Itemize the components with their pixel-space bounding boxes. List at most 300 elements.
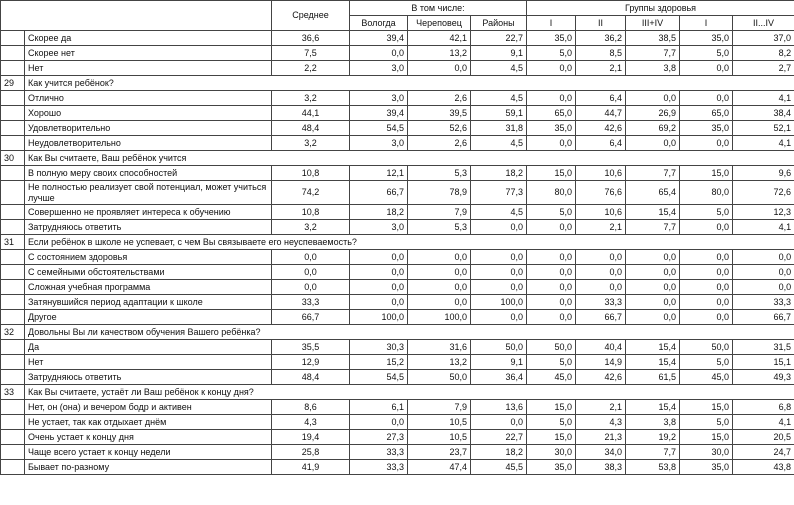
answer-label: Затянувшийся период адаптации к школе [25, 295, 272, 310]
value-cell: 100,0 [408, 310, 471, 325]
table-row [1, 340, 794, 355]
value-cell: 5,0 [527, 355, 576, 370]
value-cell: 45,0 [527, 370, 576, 385]
value-cell: 0,0 [350, 295, 408, 310]
value-cell: 0,0 [272, 280, 350, 295]
value-cell: 77,3 [471, 181, 527, 205]
value-cell: 5,0 [680, 415, 733, 430]
value-cell: 69,2 [626, 121, 680, 136]
answer-label: Удовлетворительно [25, 121, 272, 136]
value-cell: 33,3 [350, 445, 408, 460]
value-cell: 3,8 [626, 415, 680, 430]
value-cell: 38,4 [733, 106, 794, 121]
value-cell: 9,1 [471, 46, 527, 61]
value-cell: 0,0 [680, 310, 733, 325]
value-cell: 35,0 [527, 31, 576, 46]
value-cell: 38,3 [576, 460, 626, 475]
value-cell: 80,0 [680, 181, 733, 205]
answer-label: Затрудняюсь ответить [25, 370, 272, 385]
value-cell: 49,3 [733, 370, 794, 385]
value-cell: 7,7 [626, 166, 680, 181]
table-row [1, 181, 794, 205]
value-cell: 6,4 [576, 136, 626, 151]
value-cell: 15,4 [626, 355, 680, 370]
value-cell: 9,1 [471, 355, 527, 370]
value-cell: 33,3 [576, 295, 626, 310]
table-row [1, 250, 794, 265]
value-cell: 0,0 [471, 265, 527, 280]
number-cell [1, 31, 25, 46]
value-cell: 5,0 [680, 205, 733, 220]
value-cell: 0,0 [680, 295, 733, 310]
value-cell: 0,0 [527, 295, 576, 310]
value-cell: 15,0 [527, 430, 576, 445]
value-cell: 7,7 [626, 445, 680, 460]
value-cell: 0,0 [408, 61, 471, 76]
value-cell: 36,4 [471, 370, 527, 385]
value-cell: 59,1 [471, 106, 527, 121]
value-cell: 30,0 [680, 445, 733, 460]
question-text: Довольны Вы ли качеством обучения Вашего ребёнка? [25, 325, 794, 340]
value-cell: 33,3 [733, 295, 794, 310]
value-cell: 50,0 [680, 340, 733, 355]
header-vologda: Вологда [350, 16, 408, 31]
value-cell: 0,0 [680, 136, 733, 151]
value-cell: 13,2 [408, 46, 471, 61]
question-text: Если ребёнок в школе не успевает, с чем Вы связываете его неуспеваемость? [25, 235, 794, 250]
value-cell: 30,3 [350, 340, 408, 355]
value-cell: 0,0 [680, 61, 733, 76]
value-cell: 10,6 [576, 166, 626, 181]
answer-label: Хорошо [25, 106, 272, 121]
value-cell: 3,0 [350, 220, 408, 235]
value-cell: 0,0 [527, 91, 576, 106]
value-cell: 15,4 [626, 400, 680, 415]
value-cell: 0,0 [408, 250, 471, 265]
value-cell: 0,0 [350, 415, 408, 430]
value-cell: 35,0 [527, 460, 576, 475]
value-cell: 10,5 [408, 415, 471, 430]
value-cell: 3,0 [350, 91, 408, 106]
corner-cell [1, 1, 272, 31]
value-cell: 0,0 [680, 280, 733, 295]
table-row [1, 46, 794, 61]
value-cell: 5,0 [527, 415, 576, 430]
value-cell: 52,6 [408, 121, 471, 136]
table-row [1, 295, 794, 310]
value-cell: 39,4 [350, 31, 408, 46]
value-cell: 0,0 [576, 280, 626, 295]
value-cell: 18,2 [471, 166, 527, 181]
value-cell: 72,6 [733, 181, 794, 205]
value-cell: 65,0 [527, 106, 576, 121]
value-cell: 42,6 [576, 370, 626, 385]
value-cell: 45,5 [471, 460, 527, 475]
value-cell: 22,7 [471, 430, 527, 445]
value-cell: 26,9 [626, 106, 680, 121]
value-cell: 30,0 [527, 445, 576, 460]
number-cell [1, 430, 25, 445]
value-cell: 4,5 [471, 205, 527, 220]
value-cell: 2,2 [272, 61, 350, 76]
value-cell: 21,3 [576, 430, 626, 445]
value-cell: 12,1 [350, 166, 408, 181]
value-cell: 52,1 [733, 121, 794, 136]
number-cell [1, 250, 25, 265]
table-row [1, 31, 794, 46]
value-cell: 6,4 [576, 91, 626, 106]
value-cell: 78,9 [408, 181, 471, 205]
value-cell: 10,8 [272, 205, 350, 220]
value-cell: 0,0 [626, 310, 680, 325]
table-row [1, 445, 794, 460]
value-cell: 33,3 [350, 460, 408, 475]
value-cell: 39,4 [350, 106, 408, 121]
value-cell: 0,0 [733, 250, 794, 265]
number-cell [1, 106, 25, 121]
value-cell: 54,5 [350, 370, 408, 385]
header-health-groups: Группы здоровья [527, 1, 794, 16]
value-cell: 66,7 [350, 181, 408, 205]
value-cell: 0,0 [471, 310, 527, 325]
value-cell: 42,1 [408, 31, 471, 46]
value-cell: 15,0 [680, 400, 733, 415]
value-cell: 0,0 [272, 265, 350, 280]
value-cell: 3,2 [272, 220, 350, 235]
value-cell: 4,3 [272, 415, 350, 430]
value-cell: 0,0 [626, 280, 680, 295]
answer-label: Не полностью реализует свой потенциал, может учиться лучше [25, 181, 272, 205]
value-cell: 0,0 [626, 91, 680, 106]
value-cell: 0,0 [576, 265, 626, 280]
value-cell: 35,0 [680, 121, 733, 136]
value-cell: 24,7 [733, 445, 794, 460]
answer-label: Неудовлетворительно [25, 136, 272, 151]
question-number: 31 [1, 235, 25, 250]
table-row [1, 415, 794, 430]
number-cell [1, 205, 25, 220]
answer-label: С семейными обстоятельствами [25, 265, 272, 280]
number-cell [1, 280, 25, 295]
table-row [1, 61, 794, 76]
number-cell [1, 355, 25, 370]
value-cell: 0,0 [680, 91, 733, 106]
number-cell [1, 166, 25, 181]
value-cell: 7,9 [408, 205, 471, 220]
value-cell: 13,6 [471, 400, 527, 415]
value-cell: 4,1 [733, 415, 794, 430]
value-cell: 8,2 [733, 46, 794, 61]
value-cell: 53,8 [626, 460, 680, 475]
value-cell: 19,2 [626, 430, 680, 445]
value-cell: 66,7 [272, 310, 350, 325]
number-cell [1, 370, 25, 385]
answer-label: Совершенно не проявляет интереса к обучению [25, 205, 272, 220]
value-cell: 44,7 [576, 106, 626, 121]
number-cell [1, 121, 25, 136]
value-cell: 61,5 [626, 370, 680, 385]
value-cell: 40,4 [576, 340, 626, 355]
value-cell: 23,7 [408, 445, 471, 460]
answer-label: Другое [25, 310, 272, 325]
value-cell: 0,0 [680, 250, 733, 265]
value-cell: 36,2 [576, 31, 626, 46]
value-cell: 4,1 [733, 220, 794, 235]
value-cell: 38,5 [626, 31, 680, 46]
number-cell [1, 61, 25, 76]
value-cell: 7,5 [272, 46, 350, 61]
value-cell: 18,2 [350, 205, 408, 220]
value-cell: 100,0 [350, 310, 408, 325]
value-cell: 41,9 [272, 460, 350, 475]
value-cell: 15,4 [626, 205, 680, 220]
number-cell [1, 445, 25, 460]
value-cell: 13,2 [408, 355, 471, 370]
value-cell: 5,3 [408, 166, 471, 181]
header-cherepovets: Череповец [408, 16, 471, 31]
value-cell: 0,0 [527, 220, 576, 235]
value-cell: 18,2 [471, 445, 527, 460]
question-row [1, 325, 794, 340]
number-cell [1, 310, 25, 325]
question-number: 33 [1, 385, 25, 400]
value-cell: 0,0 [408, 295, 471, 310]
value-cell: 2,6 [408, 136, 471, 151]
value-cell: 48,4 [272, 370, 350, 385]
value-cell: 2,1 [576, 61, 626, 76]
table-row [1, 430, 794, 445]
answer-label: Отлично [25, 91, 272, 106]
table-row [1, 91, 794, 106]
answer-label: Бывает по-разному [25, 460, 272, 475]
value-cell: 0,0 [527, 280, 576, 295]
value-cell: 35,0 [680, 460, 733, 475]
table-row [1, 400, 794, 415]
value-cell: 3,0 [350, 61, 408, 76]
value-cell: 8,5 [576, 46, 626, 61]
value-cell: 50,0 [408, 370, 471, 385]
value-cell: 7,7 [626, 220, 680, 235]
question-row [1, 385, 794, 400]
value-cell: 76,6 [576, 181, 626, 205]
value-cell: 31,6 [408, 340, 471, 355]
value-cell: 2,1 [576, 400, 626, 415]
number-cell [1, 181, 25, 205]
value-cell: 5,0 [527, 46, 576, 61]
answer-label: Затрудняюсь ответить [25, 220, 272, 235]
value-cell: 65,0 [680, 106, 733, 121]
answer-label: Нет [25, 355, 272, 370]
header-group-i-2: I [680, 16, 733, 31]
answer-label: Чаще всего устает к концу недели [25, 445, 272, 460]
header-districts: Районы [471, 16, 527, 31]
value-cell: 0,0 [408, 280, 471, 295]
table-row [1, 460, 794, 475]
answer-label: С состоянием здоровья [25, 250, 272, 265]
value-cell: 14,9 [576, 355, 626, 370]
value-cell: 0,0 [408, 265, 471, 280]
value-cell: 4,1 [733, 91, 794, 106]
value-cell: 4,5 [471, 61, 527, 76]
value-cell: 10,5 [408, 430, 471, 445]
value-cell: 50,0 [471, 340, 527, 355]
table-row [1, 220, 794, 235]
value-cell: 0,0 [626, 295, 680, 310]
question-row [1, 76, 794, 91]
number-cell [1, 220, 25, 235]
question-row [1, 235, 794, 250]
value-cell: 15,0 [527, 400, 576, 415]
question-number: 30 [1, 151, 25, 166]
value-cell: 3,0 [350, 136, 408, 151]
value-cell: 4,5 [471, 91, 527, 106]
value-cell: 3,2 [272, 91, 350, 106]
value-cell: 65,4 [626, 181, 680, 205]
number-cell [1, 91, 25, 106]
value-cell: 0,0 [626, 136, 680, 151]
question-row [1, 151, 794, 166]
value-cell: 9,6 [733, 166, 794, 181]
table-row [1, 280, 794, 295]
answer-label: Да [25, 340, 272, 355]
answer-label: Скорее да [25, 31, 272, 46]
value-cell: 4,5 [471, 136, 527, 151]
value-cell: 5,0 [680, 46, 733, 61]
value-cell: 31,8 [471, 121, 527, 136]
header-group-iii-iv: III+IV [626, 16, 680, 31]
value-cell: 0,0 [471, 250, 527, 265]
value-cell: 0,0 [576, 250, 626, 265]
value-cell: 34,0 [576, 445, 626, 460]
value-cell: 0,0 [626, 265, 680, 280]
table-row [1, 205, 794, 220]
value-cell: 0,0 [350, 265, 408, 280]
value-cell: 50,0 [527, 340, 576, 355]
header-including: В том числе: [350, 1, 527, 16]
value-cell: 15,0 [680, 430, 733, 445]
table-row [1, 121, 794, 136]
table-row [1, 106, 794, 121]
value-cell: 37,0 [733, 31, 794, 46]
value-cell: 15,1 [733, 355, 794, 370]
value-cell: 27,3 [350, 430, 408, 445]
value-cell: 0,0 [626, 250, 680, 265]
value-cell: 100,0 [471, 295, 527, 310]
value-cell: 22,7 [471, 31, 527, 46]
answer-label: Не устает, так как отдыхает днём [25, 415, 272, 430]
value-cell: 0,0 [272, 250, 350, 265]
value-cell: 33,3 [272, 295, 350, 310]
value-cell: 0,0 [733, 280, 794, 295]
value-cell: 4,1 [733, 136, 794, 151]
table-row [1, 265, 794, 280]
value-cell: 6,1 [350, 400, 408, 415]
value-cell: 15,4 [626, 340, 680, 355]
value-cell: 0,0 [350, 250, 408, 265]
value-cell: 2,7 [733, 61, 794, 76]
table-row [1, 310, 794, 325]
value-cell: 5,0 [680, 355, 733, 370]
value-cell: 45,0 [680, 370, 733, 385]
question-number: 32 [1, 325, 25, 340]
number-cell [1, 295, 25, 310]
number-cell [1, 460, 25, 475]
value-cell: 20,5 [733, 430, 794, 445]
value-cell: 19,4 [272, 430, 350, 445]
table-row [1, 370, 794, 385]
value-cell: 3,2 [272, 136, 350, 151]
value-cell: 15,0 [680, 166, 733, 181]
value-cell: 43,8 [733, 460, 794, 475]
header-average: Среднее [272, 1, 350, 31]
value-cell: 3,8 [626, 61, 680, 76]
value-cell: 35,5 [272, 340, 350, 355]
value-cell: 0,0 [527, 136, 576, 151]
value-cell: 7,9 [408, 400, 471, 415]
answer-label: Очень устает к концу дня [25, 430, 272, 445]
value-cell: 12,9 [272, 355, 350, 370]
question-number: 29 [1, 76, 25, 91]
value-cell: 10,8 [272, 166, 350, 181]
value-cell: 5,0 [527, 205, 576, 220]
value-cell: 80,0 [527, 181, 576, 205]
number-cell [1, 265, 25, 280]
value-cell: 0,0 [527, 265, 576, 280]
value-cell: 35,0 [680, 31, 733, 46]
table-row [1, 136, 794, 151]
value-cell: 39,5 [408, 106, 471, 121]
value-cell: 6,8 [733, 400, 794, 415]
value-cell: 0,0 [527, 310, 576, 325]
value-cell: 15,2 [350, 355, 408, 370]
header-group-ii: II [576, 16, 626, 31]
answer-label: Нет [25, 61, 272, 76]
value-cell: 47,4 [408, 460, 471, 475]
value-cell: 74,2 [272, 181, 350, 205]
value-cell: 8,6 [272, 400, 350, 415]
value-cell: 12,3 [733, 205, 794, 220]
value-cell: 54,5 [350, 121, 408, 136]
answer-label: Скорее нет [25, 46, 272, 61]
number-cell [1, 136, 25, 151]
value-cell: 0,0 [680, 265, 733, 280]
value-cell: 15,0 [527, 166, 576, 181]
value-cell: 10,6 [576, 205, 626, 220]
header-group-i: I [527, 16, 576, 31]
value-cell: 0,0 [680, 220, 733, 235]
number-cell [1, 415, 25, 430]
table-body [1, 31, 794, 475]
question-text: Как учится ребёнок? [25, 76, 794, 91]
number-cell [1, 340, 25, 355]
value-cell: 0,0 [471, 220, 527, 235]
header-group-ii-iv: II...IV [733, 16, 794, 31]
value-cell: 48,4 [272, 121, 350, 136]
value-cell: 0,0 [471, 280, 527, 295]
value-cell: 0,0 [733, 265, 794, 280]
value-cell: 0,0 [350, 46, 408, 61]
value-cell: 0,0 [350, 280, 408, 295]
answer-label: Сложная учебная программа [25, 280, 272, 295]
value-cell: 31,5 [733, 340, 794, 355]
table-row [1, 355, 794, 370]
value-cell: 0,0 [527, 250, 576, 265]
value-cell: 2,1 [576, 220, 626, 235]
value-cell: 5,3 [408, 220, 471, 235]
question-text: Как Вы считаете, устаёт ли Ваш ребёнок к концу дня? [25, 385, 794, 400]
value-cell: 25,8 [272, 445, 350, 460]
value-cell: 2,6 [408, 91, 471, 106]
